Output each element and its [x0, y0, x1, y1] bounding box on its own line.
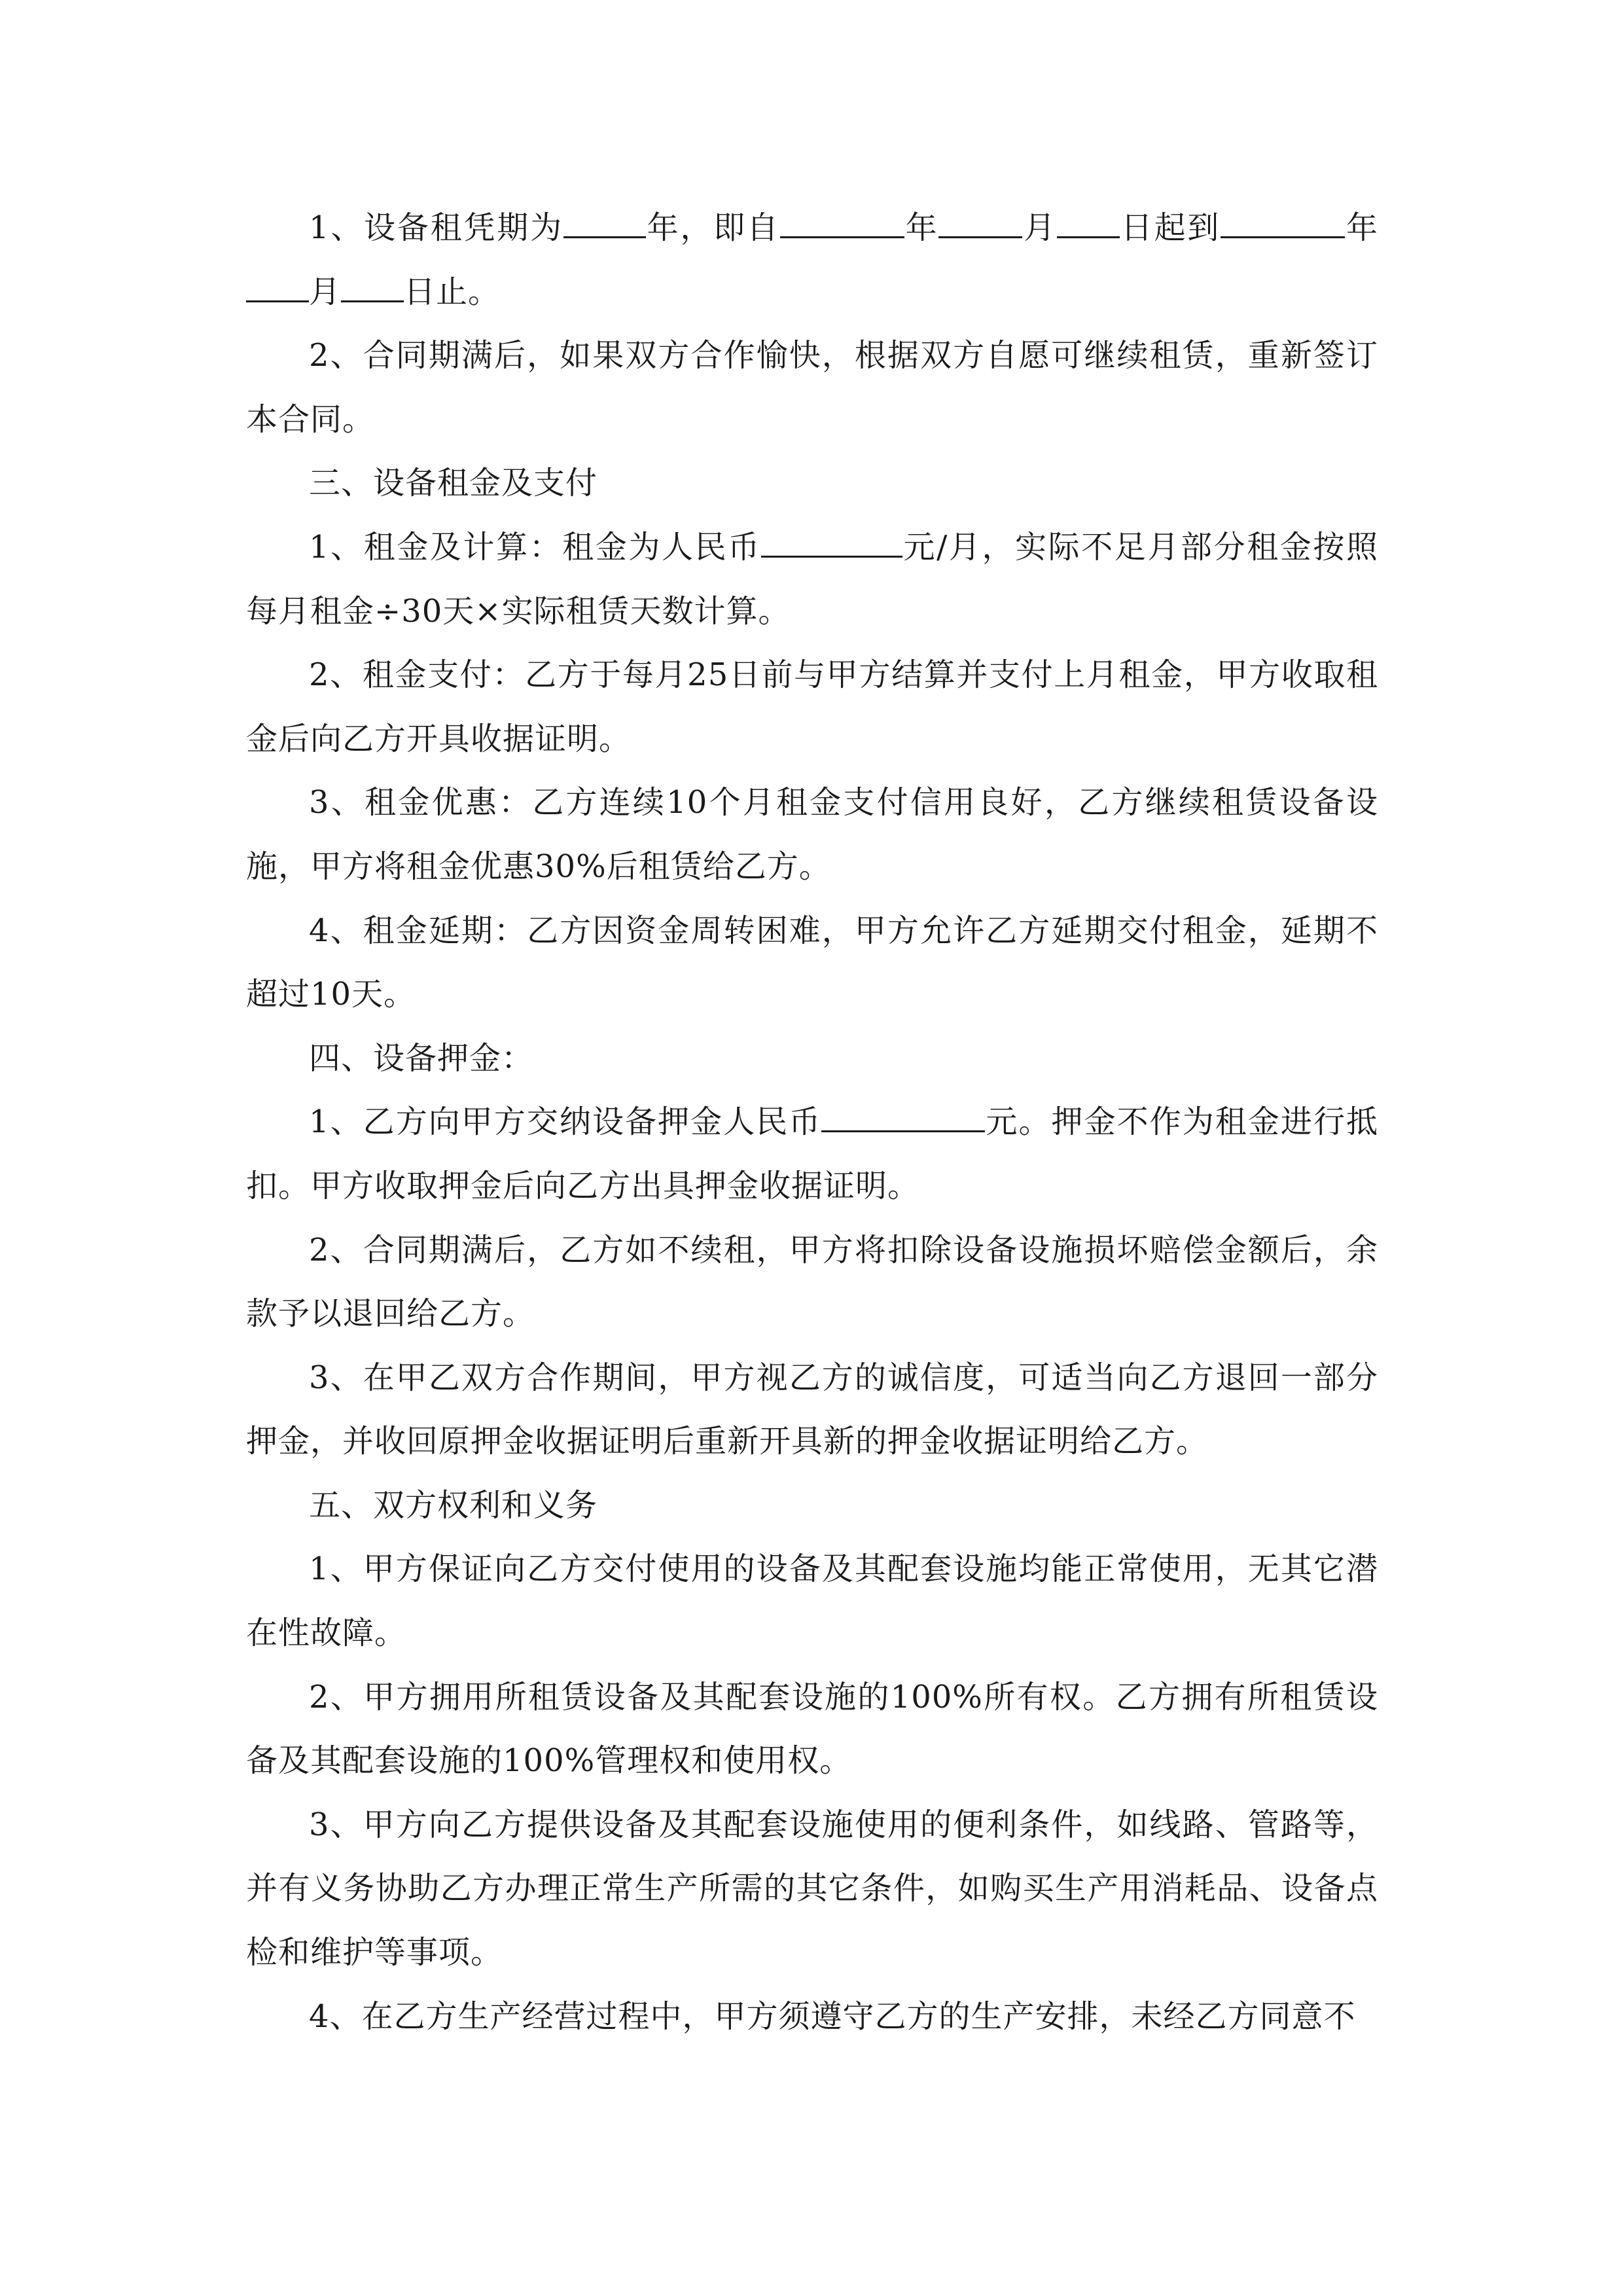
section-heading-rights — [246, 1474, 1378, 1538]
fill-in-blank — [1057, 207, 1120, 238]
fill-in-blank — [563, 207, 646, 238]
document-body — [246, 196, 1378, 2049]
text-segment: 4、在乙方生产经营过程中，甲方须遵守乙方的生产安排，未经乙方同意不 — [309, 1998, 1356, 2035]
fill-in-blank — [246, 272, 309, 302]
text-segment: 年 — [904, 209, 939, 246]
paragraph-ownership — [246, 1666, 1378, 1793]
section-title: 四、设备押金： — [309, 1039, 534, 1077]
fill-in-blank — [341, 272, 404, 302]
text-segment: 月 — [1022, 209, 1057, 246]
paragraph-deposit-amount — [246, 1090, 1378, 1218]
text-segment: 日起到 — [1120, 209, 1221, 246]
fill-in-blank — [761, 527, 902, 558]
paragraph-rent-calculation — [246, 516, 1378, 643]
paragraph-deposit-partial-return — [246, 1346, 1378, 1474]
text-segment: 3、甲方向乙方提供设备及其配套设施使用的便利条件，如线路、管路等，并有义务协助乙方办理正常生产所需的其它条件，如购买生产用消耗品、设备点检和维护等事项。 — [246, 1806, 1378, 1971]
paragraph-production-schedule — [246, 1985, 1378, 2049]
section-title: 三、设备租金及支付 — [309, 465, 598, 502]
fill-in-blank — [938, 207, 1022, 238]
paragraph-rent-extension — [246, 899, 1378, 1027]
paragraph-support-obligations — [246, 1793, 1378, 1985]
text-segment: 月 — [309, 273, 342, 310]
text-segment: 1、设备租凭期为 — [309, 209, 563, 246]
fill-in-blank — [1221, 207, 1345, 238]
paragraph-rent-payment — [246, 643, 1378, 771]
text-segment: 年 — [1345, 209, 1378, 246]
text-segment: 年，即自 — [645, 209, 780, 246]
section-title: 五、双方权利和义务 — [309, 1486, 598, 1524]
text-segment: 1、甲方保证向乙方交付使用的设备及其配套设施均能正常使用，无其它潜在性故障。 — [246, 1551, 1378, 1652]
paragraph-rent-discount — [246, 771, 1378, 899]
text-segment: 1、租金及计算：租金为人民币 — [309, 528, 761, 565]
fill-in-blank — [821, 1102, 985, 1132]
fill-in-blank — [780, 207, 904, 238]
paragraph-lease-term — [246, 196, 1378, 324]
section-heading-deposit — [246, 1027, 1378, 1091]
text-segment: 元。押金不作为租金进行抵扣。甲方收取押金后向乙方出具押金收据证明。 — [246, 1103, 1378, 1204]
section-heading-rent — [246, 452, 1378, 516]
text-segment: 4、租金延期：乙方因资金周转困难，甲方允许乙方延期交付租金，延期不超过10天。 — [246, 912, 1378, 1013]
text-segment: 日止。 — [404, 273, 501, 310]
paragraph-deposit-refund — [246, 1219, 1378, 1346]
text-segment: 2、合同期满后，乙方如不续租，甲方将扣除设备设施损坏赔偿金额后，余款予以退回给乙方。 — [246, 1231, 1378, 1333]
text-segment: 2、合同期满后，如果双方合作愉快，根据双方自愿可继续租赁，重新签订本合同。 — [246, 337, 1378, 438]
paragraph-equipment-guarantee — [246, 1537, 1378, 1665]
text-segment: 2、甲方拥用所租赁设备及其配套设施的100%所有权。乙方拥有所租赁设备及其配套设施的100%管理权和使用权。 — [246, 1678, 1378, 1780]
text-segment: 元/月，实际不足月部分租金按照每月租金÷30天×实际租赁天数计算。 — [246, 528, 1378, 630]
text-segment: 3、在甲乙双方合作期间，甲方视乙方的诚信度，可适当向乙方退回一部分押金，并收回原押金收据证明后重新开具新的押金收据证明给乙方。 — [246, 1359, 1378, 1460]
text-segment: 2、租金支付：乙方于每月25日前与甲方结算并支付上月租金，甲方收取租金后向乙方开具收据证明。 — [246, 656, 1378, 757]
paragraph-renewal — [246, 324, 1378, 452]
text-segment: 1、乙方向甲方交纳设备押金人民币 — [309, 1103, 822, 1141]
text-segment: 3、租金优惠：乙方连续10个月租金支付信用良好，乙方继续租赁设备设施，甲方将租金优惠30%后租赁给乙方。 — [246, 784, 1378, 885]
